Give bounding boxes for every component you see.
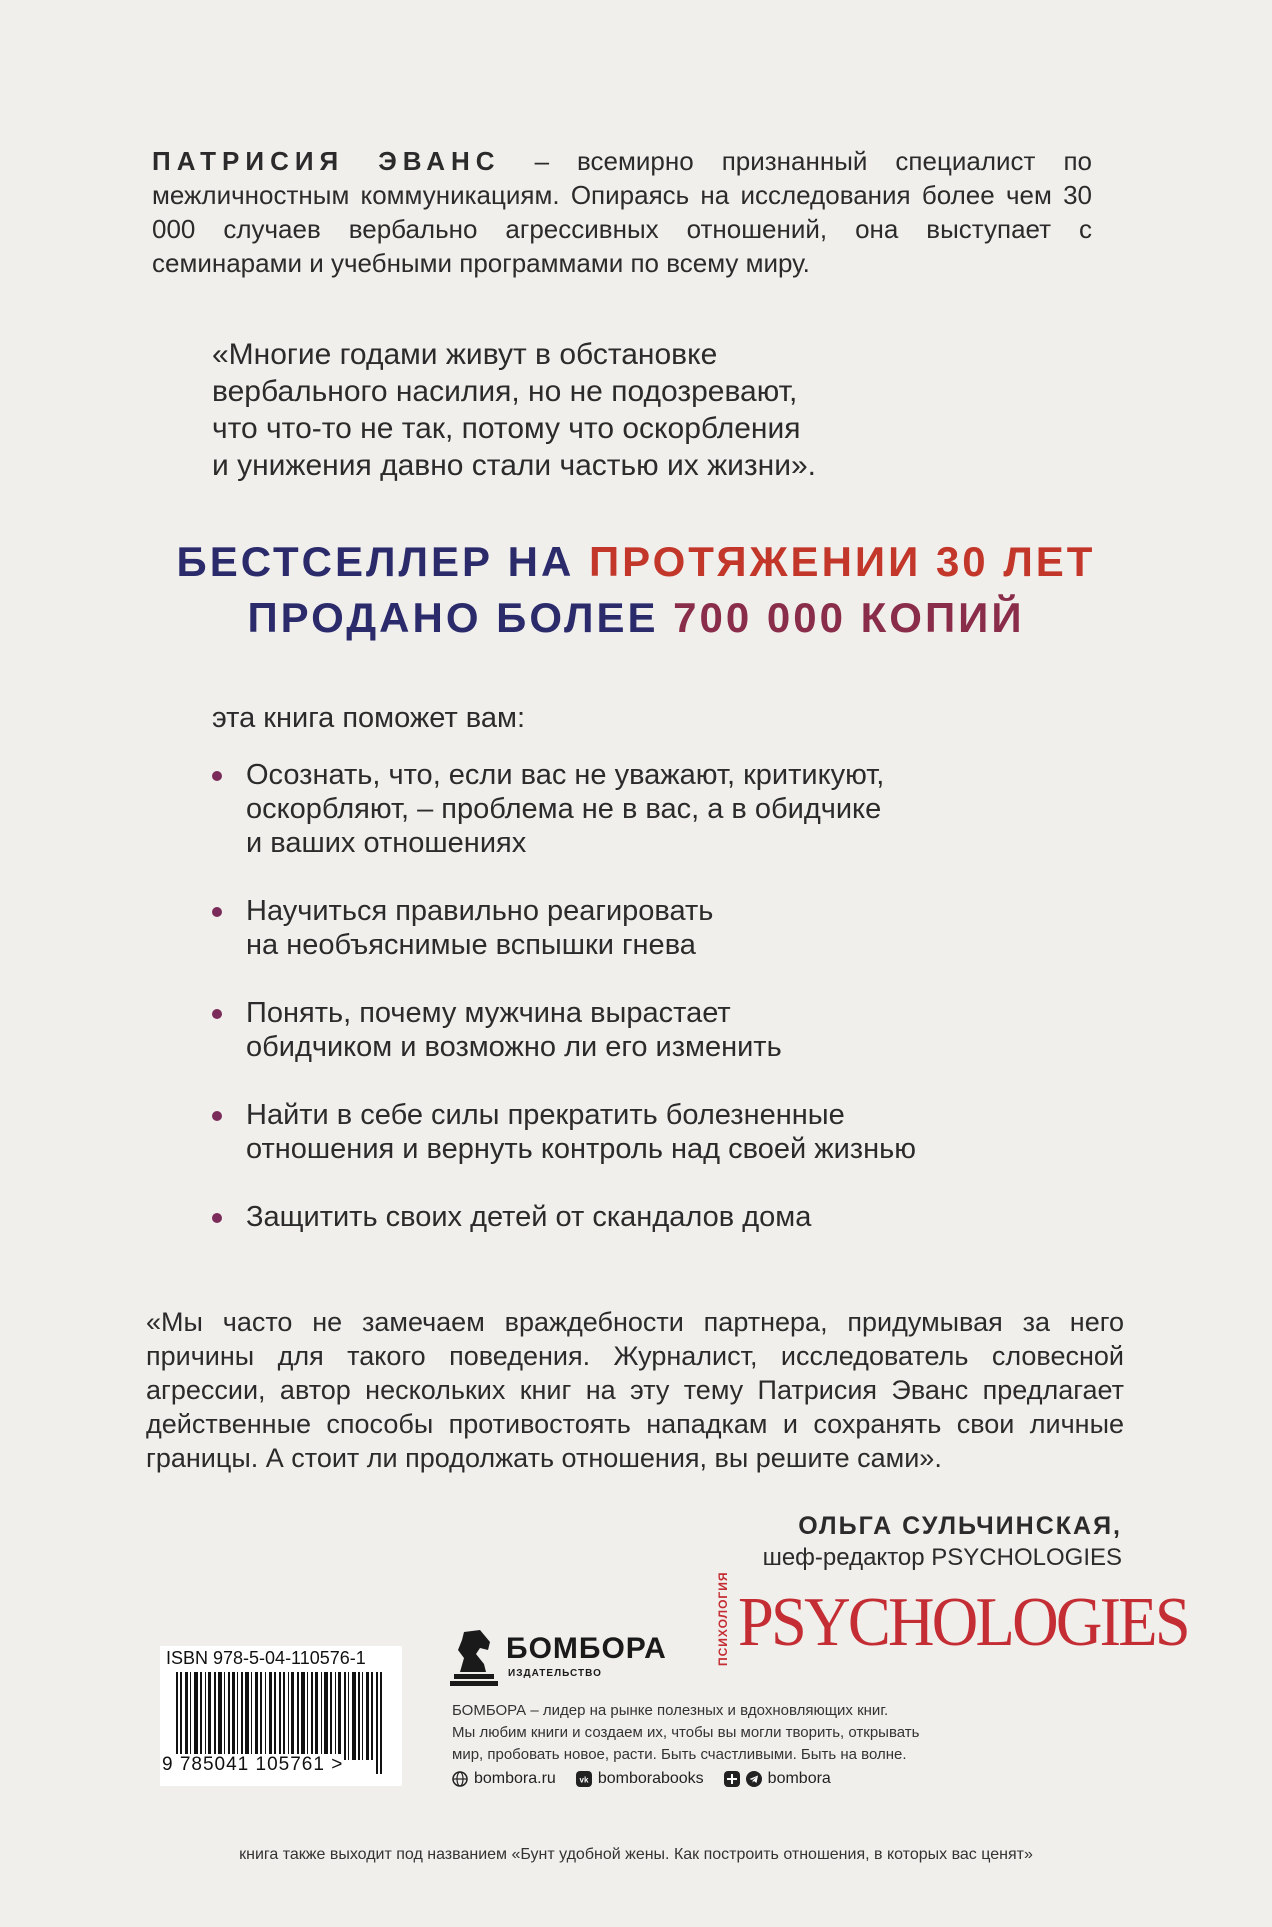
review-signature [763,1510,1122,1574]
benefit-item [212,758,1072,860]
benefit-item [212,894,1072,962]
benefit-line: и ваших отношениях [246,827,527,859]
benefit-line: на необъяснимые вспышки гнева [246,929,696,961]
benefit-line: Найти в себе силы прекратить болезненные [246,1099,845,1131]
bullet-icon [212,907,222,917]
social-messengers [724,1770,831,1788]
benefit-line: Научиться правильно реагировать [246,895,714,927]
bullet-icon [212,1009,222,1019]
headline-bestseller [0,538,1272,586]
headline-part: ПРОДАНО БОЛЕЕ [247,594,659,641]
bullet-icon [212,771,222,781]
social-vk [576,1770,704,1788]
publisher-desc-line: БОМБОРА – лидер на рынке полезных и вдохновляющих книг. [452,1702,889,1719]
chess-knight-icon [450,1628,502,1688]
psychologies-logo [716,1571,1188,1666]
publisher-name: БОМБОРА [506,1632,667,1665]
barcode-digits: 9 785041 105761 > [162,1754,344,1775]
publisher-logo [450,1618,667,1698]
benefit-line: оскорбляют, – проблема не в вас, а в обидчике [246,793,882,825]
alternate-title-note: книга также выходит под названием «Бунт удобной жены. Как построить отношения, в которых вас ценят» [239,1846,1033,1863]
isbn-label: ISBN 978-5-04-110576-1 [166,1648,366,1668]
headline-part: 700 000 КОПИЙ [673,594,1025,641]
benefit-line: отношения и вернуть контроль над своей жизнью [246,1133,916,1165]
author-name: ПАТРИСИЯ ЭВАНС [152,146,501,176]
benefit-line: обидчиком и возможно ли его изменить [246,1031,782,1063]
benefits-intro: эта книга поможет вам: [212,702,526,734]
social-website [452,1770,556,1788]
review-author: ОЛЬГА СУЛЬЧИНСКАЯ, [798,1512,1122,1540]
social-vk-label: bomborabooks [597,1770,704,1787]
author-bio [152,144,1092,280]
publisher-description [452,1700,1012,1766]
telegram-icon [746,1771,762,1787]
bullet-icon [212,1111,222,1121]
review-author-role: шеф-редактор PSYCHOLOGIES [762,1544,1122,1571]
benefit-item [212,1098,1072,1166]
globe-icon [452,1771,468,1787]
benefit-item [212,1200,1072,1234]
vk-icon [576,1771,592,1787]
intro-quote-line: вербального насилия, но не подозревают, [212,375,798,408]
publisher-sub: ИЗДАТЕЛЬСТВО [508,1668,602,1679]
headline-part: БЕСТСЕЛЛЕР НА [176,538,575,585]
publisher-desc-line: Мы любим книги и создаем их, чтобы вы могли творить, открывать [452,1724,920,1741]
benefit-item [212,996,1072,1064]
benefits-list [212,758,1072,1234]
benefit-line: Защитить своих детей от скандалов дома [246,1201,812,1233]
benefit-line: Понять, почему мужчина вырастает [246,997,731,1029]
intro-quote-line: и унижения давно стали частью их жизни». [212,449,817,482]
publisher-socials [452,1770,831,1788]
publisher-desc-line: мир, пробовать новое, расти. Быть счастливыми. Быть на волне. [452,1746,907,1763]
bullet-icon [212,1213,222,1223]
social-messengers-label: bombora [767,1770,831,1787]
social-website-label: bombora.ru [474,1770,556,1787]
headline-sales [0,594,1272,642]
plus-icon [724,1771,740,1787]
headline-part: ПРОТЯЖЕНИИ 30 ЛЕТ [588,538,1096,585]
intro-quote [212,336,972,484]
intro-quote-line: что что-то не так, потому что оскорбления [212,412,801,445]
svg-text:vk: vk [579,1775,589,1785]
psychologies-logo-side: ПСИХОЛОГИЯ [716,1571,730,1666]
isbn-barcode [160,1646,402,1786]
author-bio-text: – всемирно признанный специалист по межличностным коммуникациям. Опираясь на исследования более чем 30 000 случаев вербально агрессивных отношений, она выступает с семинарами и учебными программами по всему миру. [152,146,1092,278]
intro-quote-line: «Многие годами живут в обстановке [212,338,718,371]
benefit-line: Осознать, что, если вас не уважают, критикуют, [246,759,885,791]
review-quote: «Мы часто не замечаем враждебности партнера, придумывая за него причины для такого поведения. Журналист, исследователь словесной агрессии, автор нескольких книг на эту тему Патрисия Эванс предлагает действенные способы противостоять нападкам и сохранять свои личные границы. А стоит ли продолжать отношения, вы решите сами». [146,1307,1124,1473]
psychologies-logo-word: PSYCHOLOGIES [738,1584,1188,1661]
